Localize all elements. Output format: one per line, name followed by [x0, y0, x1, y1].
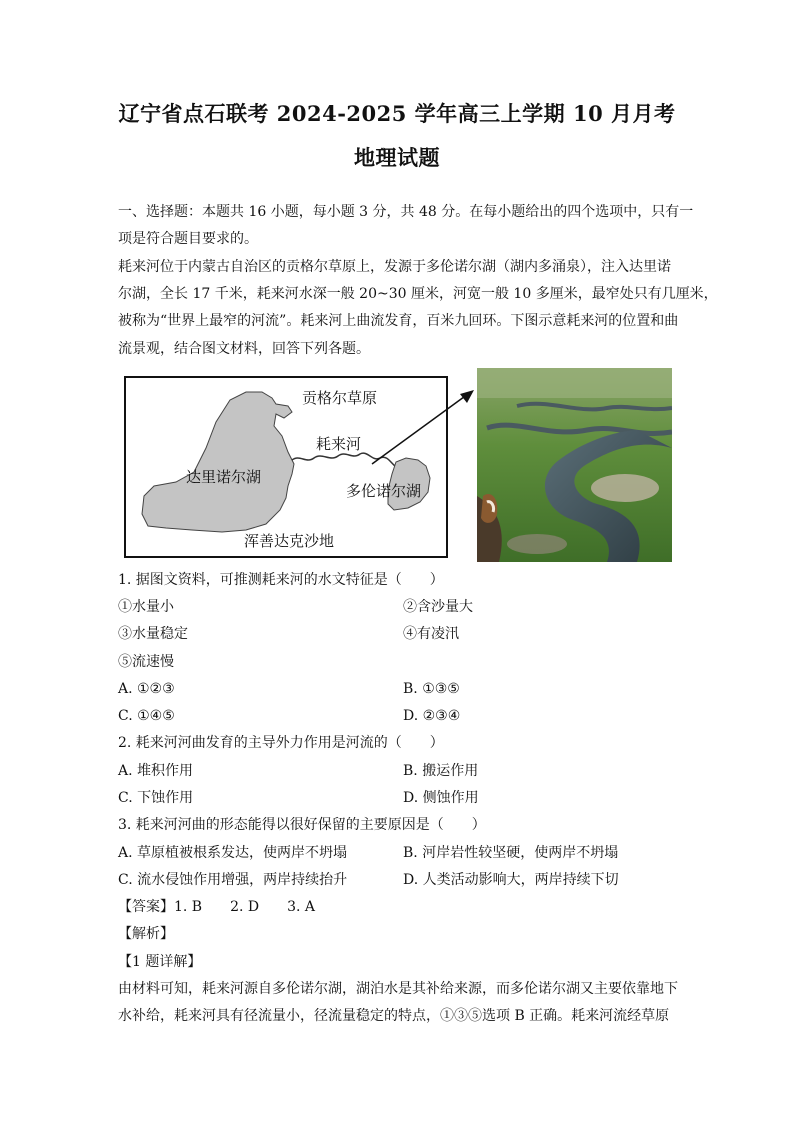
question-1-item: ②含沙量大: [403, 599, 473, 615]
question-2-stem: 2. 耗来河河曲发育的主导外力作用是河流的（ ）: [118, 735, 444, 751]
analysis-sub-label: 【1 题详解】: [118, 954, 202, 970]
question-3-option-b: B. 河岸岩性较坚硬，使两岸不坍塌: [403, 845, 619, 861]
map-label-lake-west: 达里诺尔湖: [186, 468, 262, 486]
analysis-label: 【解析】: [118, 926, 174, 942]
meander-photo: [477, 368, 672, 562]
question-1-item: ①水量小: [118, 599, 174, 615]
question-1-item: ④有凌汛: [403, 626, 459, 642]
question-1-option-b: B. ①③⑤: [403, 681, 460, 697]
answer-label: 【答案】: [118, 899, 174, 915]
question-1-stem: 1. 据图文资料，可推测耗来河的水文特征是（ ）: [118, 572, 444, 588]
material-line: 尔湖，全长 17 千米，耗来河水深一般 20~30 厘米，河宽一般 10 多厘米，最窄处只有几厘米，: [118, 286, 718, 302]
question-2-option-c: C. 下蚀作用: [118, 790, 194, 806]
analysis-line: 由材料可知，耗来河源自多伦诺尔湖，湖泊水是其补给来源，而多伦诺尔湖又主要依靠地下: [118, 981, 678, 997]
page-subtitle: 地理试题: [354, 145, 440, 170]
answer-value: 1. B 2. D 3. A: [174, 899, 316, 915]
question-3-option-c: C. 流水侵蚀作用增强，两岸持续抬升: [118, 872, 348, 888]
question-3-option-d: D. 人类活动影响大，两岸持续下切: [403, 872, 619, 888]
analysis-line: 水补给，耗来河具有径流量小，径流量稳定的特点，①③⑤选项 B 正确。耗来河流经草原: [118, 1008, 670, 1024]
question-2-option-b: B. 搬运作用: [403, 763, 479, 779]
question-1-option-d: D. ②③④: [403, 708, 461, 724]
question-2-option-d: D. 侧蚀作用: [403, 790, 479, 806]
material-line: 被称为“世界上最窄的河流”。耗来河上曲流发育，百米九回环。下图示意耗来河的位置和曲: [118, 313, 679, 329]
material-line: 流景观，结合图文材料，回答下列各题。: [118, 341, 370, 357]
map-label-desert: 浑善达克沙地: [244, 532, 335, 550]
map-label-lake-east: 多伦诺尔湖: [346, 482, 422, 500]
question-2-option-a: A. 堆积作用: [118, 763, 194, 779]
map-label-river: 耗来河: [316, 435, 362, 453]
section-intro-line-2: 项是符合题目要求的。: [118, 231, 258, 247]
section-intro-line-1: 一、选择题：本题共 16 小题，每小题 3 分，共 48 分。在每小题给出的四个选项中，只有一: [118, 204, 694, 220]
pointer-arrow: [370, 380, 480, 470]
lake-west-shape: [142, 392, 294, 532]
question-3-option-a: A. 草原植被根系发达，使两岸不坍塌: [118, 845, 348, 861]
page-title: 辽宁省点石联考 2024-2025 学年高三上学期 10 月月考: [118, 101, 676, 126]
map-label-grassland: 贡格尔草原: [302, 389, 378, 407]
question-1-item: ③水量稳定: [118, 626, 188, 642]
question-1-option-a: A. ①②③: [118, 681, 175, 697]
answer-row: [118, 897, 315, 917]
question-1-item: ⑤流速慢: [118, 654, 174, 670]
question-3-stem: 3. 耗来河河曲的形态能得以很好保留的主要原因是（ ）: [118, 817, 486, 833]
meander-photo-drawing: [477, 368, 672, 562]
question-1-option-c: C. ①④⑤: [118, 708, 175, 724]
material-line: 耗来河位于内蒙古自治区的贡格尔草原上，发源于多伦诺尔湖（湖内多涌泉），注入达里诺: [118, 259, 671, 275]
